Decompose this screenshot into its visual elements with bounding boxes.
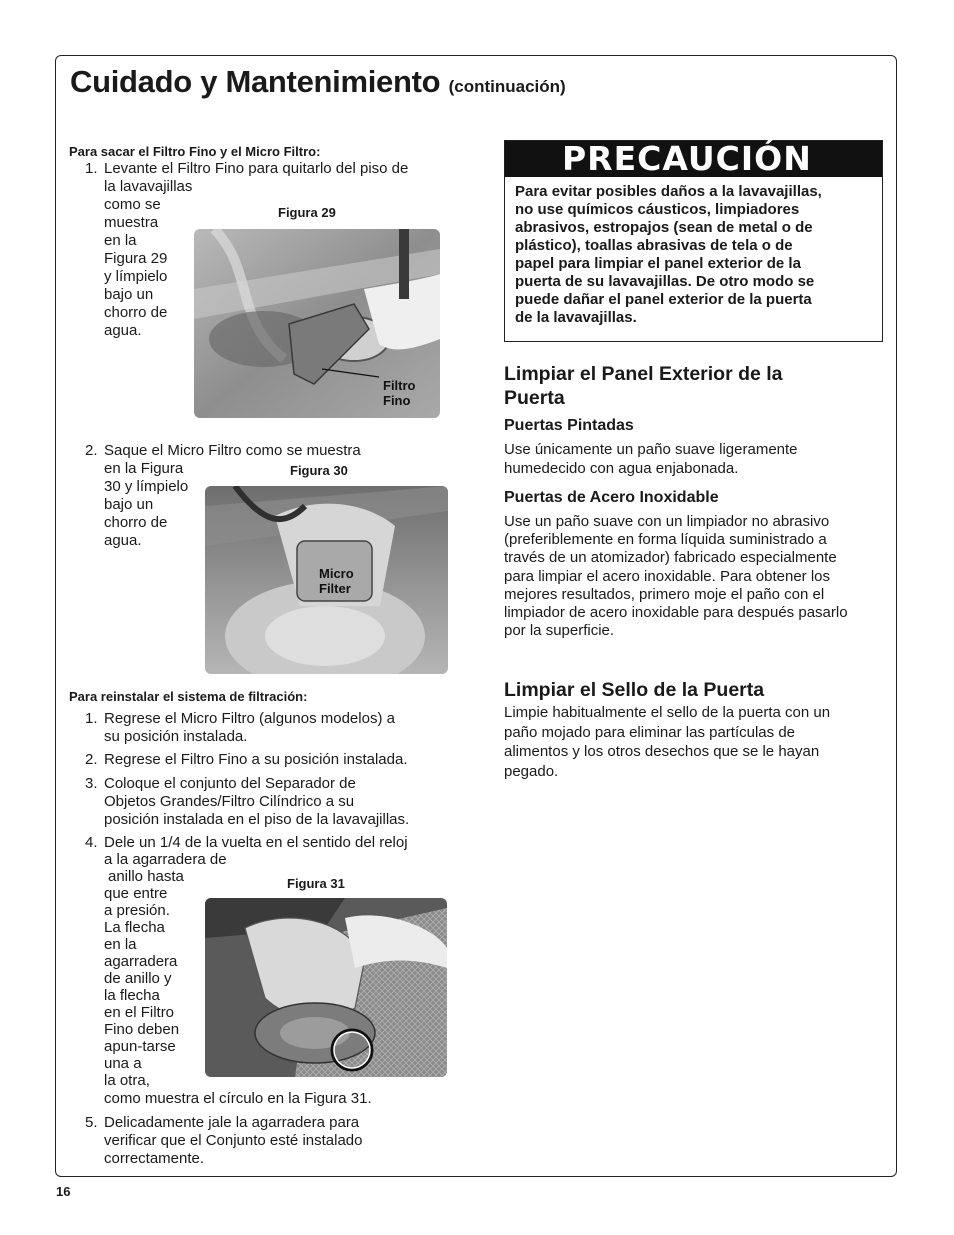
figure-31-photo xyxy=(205,898,447,1077)
figure-31-caption: Figura 31 xyxy=(287,876,345,891)
text-line: muestra xyxy=(104,214,159,231)
painted-doors-heading: Puertas Pintadas xyxy=(504,417,634,434)
text-line: la flecha xyxy=(104,987,160,1004)
text-line: Delicadamente jale la agarradera para xyxy=(104,1114,360,1131)
text-line: correctamente. xyxy=(104,1150,205,1167)
door-seal-text xyxy=(504,703,876,781)
reinstall-step3 xyxy=(104,775,409,829)
text-line: en la xyxy=(104,936,137,953)
text-line: alimentos y los otros desechos que se le hayan xyxy=(504,743,820,760)
step-number: 2. xyxy=(85,442,98,459)
step-number: 3. xyxy=(85,775,98,792)
text-line: Objetos Grandes/Filtro Cilíndrico a su xyxy=(104,793,355,810)
step-number: 1. xyxy=(85,160,98,177)
figure-30-callout xyxy=(319,566,354,596)
text-line: bajo un xyxy=(104,286,154,303)
text-line: para limpiar el acero inoxidable. Para obtener los xyxy=(504,567,831,585)
text-line: chorro de xyxy=(104,304,168,321)
caution-text xyxy=(515,183,873,327)
text-line: en el Filtro xyxy=(104,1004,175,1021)
text-line: limpiador de acero inoxidable para después pasarlo xyxy=(504,604,848,622)
heading-line: Limpiar el Panel Exterior de la xyxy=(504,363,783,385)
text-line: La flecha xyxy=(104,919,165,936)
door-seal-heading: Limpiar el Sello de la Puerta xyxy=(504,679,765,701)
step2-line1: Saque el Micro Filtro como se muestra xyxy=(104,442,361,459)
step4-last-line: como muestra el círculo en la Figura 31. xyxy=(104,1090,372,1107)
text-line: plástico), toallas abrasivas de tela o de xyxy=(515,237,793,254)
callout-line: Fino xyxy=(383,393,411,408)
figure-29-caption: Figura 29 xyxy=(278,205,336,220)
text-line: Coloque el conjunto del Separador de xyxy=(104,775,356,792)
text-line: verificar que el Conjunto esté instalado xyxy=(104,1132,363,1149)
step1-text xyxy=(104,178,192,340)
text-line: Para evitar posibles daños a la lavavajillas, xyxy=(515,183,822,200)
step2-text xyxy=(104,460,188,550)
text-line: como se xyxy=(104,196,161,213)
text-line: Use un paño suave con un limpiador no abrasivo xyxy=(504,513,830,530)
text-line: pegado. xyxy=(504,762,559,780)
text-line: 30 y límpielo xyxy=(104,478,189,495)
text-line: apun-tarse xyxy=(104,1038,176,1055)
text-line: mejores resultados, primero moje el paño con el xyxy=(504,585,825,603)
text-line: en la xyxy=(104,232,137,249)
step1-line1: Levante el Filtro Fino para quitarlo del piso de xyxy=(104,160,409,177)
step-number: 2. xyxy=(85,751,98,768)
text-line: humedecido con agua enjabonada. xyxy=(504,459,739,477)
text-line: en la Figura xyxy=(104,460,184,477)
text-line: Limpie habitualmente el sello de la puerta con un xyxy=(504,704,831,721)
panel-cleaning-heading xyxy=(504,362,783,410)
text-line: chorro de xyxy=(104,514,168,531)
text-line: papel para limpiar el panel exterior de la xyxy=(515,255,801,272)
figure-29-callout xyxy=(383,378,416,408)
steel-doors-heading: Puertas de Acero Inoxidable xyxy=(504,489,719,506)
text-line: a la agarradera de xyxy=(104,851,227,868)
step4-line1: Dele un 1/4 de la vuelta en el sentido del reloj xyxy=(104,834,408,851)
text-line: Regrese el Filtro Fino a su posición instalada. xyxy=(104,751,408,768)
text-line: través de un atomizador) fabricado especialmente xyxy=(504,549,837,567)
text-line: (preferiblemente en forma líquida suministrado a xyxy=(504,531,827,549)
callout-line: Filter xyxy=(319,581,351,596)
text-line: bajo un xyxy=(104,496,154,513)
text-line: no use químicos cáusticos, limpiadores xyxy=(515,201,800,218)
text-line: anillo hasta xyxy=(108,868,184,885)
callout-line: Filtro xyxy=(383,378,416,393)
text-line: por la superficie. xyxy=(504,622,615,640)
reinstall-step1 xyxy=(104,710,395,746)
text-line: y límpielo xyxy=(104,268,168,285)
page-subtitle: (continuación) xyxy=(448,77,566,96)
step5-text xyxy=(104,1114,363,1168)
text-line: abrasivos, estropajos (sean de metal o de xyxy=(515,219,813,236)
caution-box xyxy=(504,140,883,342)
heading-line: Puerta xyxy=(504,387,565,409)
steel-doors-text xyxy=(504,513,876,640)
text-line: agarradera xyxy=(104,953,178,970)
text-line: que entre xyxy=(104,885,168,902)
text-line: Figura 29 xyxy=(104,250,168,267)
text-line: puerta de su lavavajillas. De otro modo se xyxy=(515,273,815,290)
text-line: la lavavajillas xyxy=(104,178,193,195)
caution-title: PRECAUCIÓN xyxy=(505,141,882,177)
text-line: Regrese el Micro Filtro (algunos modelos) a xyxy=(104,710,395,727)
text-line: de anillo y xyxy=(104,970,172,987)
text-line: su posición instalada. xyxy=(104,728,248,745)
text-line: agua. xyxy=(104,322,142,339)
text-line: puede dañar el panel exterior de la puerta xyxy=(515,291,812,308)
page-number: 16 xyxy=(56,1184,71,1199)
text-line: Use únicamente un paño suave ligeramente xyxy=(504,441,798,458)
text-line: agua. xyxy=(104,532,142,549)
text-line: una a xyxy=(104,1055,142,1072)
step-number: 1. xyxy=(85,710,98,727)
painted-doors-text xyxy=(504,441,876,478)
text-line: la otra, xyxy=(104,1072,150,1089)
text-line: posición instalada en el piso de la lavavajillas. xyxy=(104,811,410,828)
text-line: a presión. xyxy=(104,902,170,919)
figure-30-caption: Figura 30 xyxy=(290,463,348,478)
step-number: 4. xyxy=(85,834,98,851)
step-number: 5. xyxy=(85,1114,98,1131)
page-title: Cuidado y Mantenimiento (continuación) xyxy=(70,64,566,99)
text-line: de la lavavajillas. xyxy=(515,309,637,326)
reinstall-step2 xyxy=(104,751,408,769)
reinstall-heading: Para reinstalar el sistema de filtración: xyxy=(69,689,308,704)
text-line: Fino deben xyxy=(104,1021,180,1038)
text-line: paño mojado para eliminar las partículas de xyxy=(504,723,795,741)
remove-filters-heading: Para sacar el Filtro Fino y el Micro Filtro: xyxy=(69,144,321,159)
callout-line: Micro xyxy=(319,566,354,581)
